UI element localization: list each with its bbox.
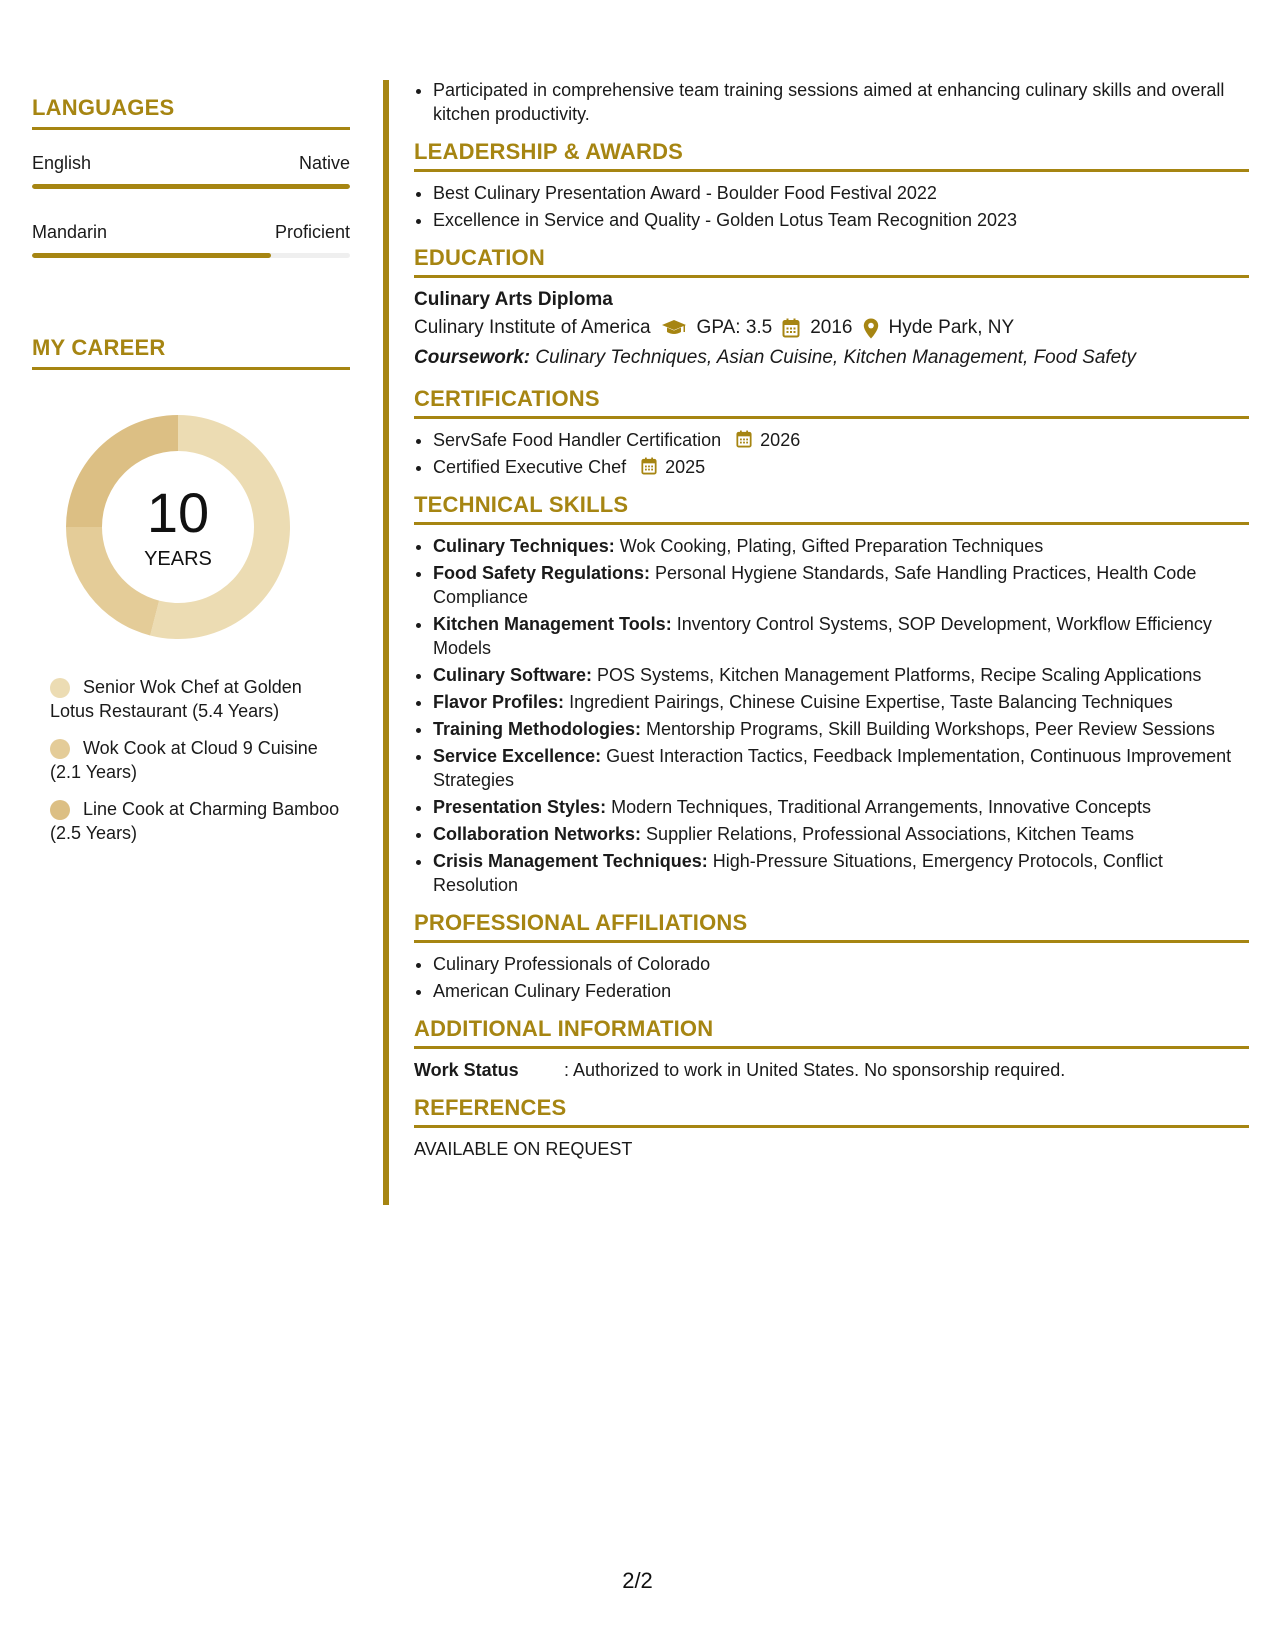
skills-section — [414, 493, 1249, 897]
work-status-value: : Authorized to work in United States. No sponsorship required. — [564, 1060, 1066, 1080]
education-heading: EDUCATION — [414, 246, 1249, 278]
skill-text: POS Systems, Kitchen Management Platforms, Recipe Scaling Applications — [597, 665, 1202, 685]
calendar-icon — [782, 318, 800, 338]
language-bar-english — [32, 184, 350, 189]
skill-text: Personal Hygiene Standards, Safe Handling Practices, Health Code Compliance — [433, 563, 1197, 607]
language-level: Proficient — [274, 222, 350, 242]
certification-year: 2026 — [760, 430, 801, 450]
additional-info-section — [414, 1017, 1249, 1082]
skill-item — [433, 690, 1249, 714]
language-name: Mandarin — [32, 222, 108, 242]
additional-info-heading: ADDITIONAL INFORMATION — [414, 1017, 1249, 1049]
leadership-section — [414, 140, 1249, 232]
main-content — [414, 78, 1249, 1161]
coursework-list: Culinary Techniques, Asian Cuisine, Kitchen Management, Food Safety — [535, 347, 1137, 368]
career-legend-label: Line Cook at Charming Bamboo (2.5 Years) — [50, 799, 340, 843]
skill-text: Mentorship Programs, Skill Building Workshops, Peer Review Sessions — [646, 719, 1215, 739]
skill-label: Service Excellence: — [433, 746, 602, 766]
career-legend-item — [50, 736, 350, 784]
skill-text: Wok Cooking, Plating, Gifted Preparation Techniques — [619, 536, 1044, 556]
skill-item — [433, 795, 1249, 819]
leadership-item: • Excellence in Service and Quality - Golden Lotus Team Recognition 2023 — [433, 208, 1249, 232]
column-divider — [383, 80, 389, 1205]
skill-item — [433, 561, 1249, 609]
certification-name: ServSafe Food Handler Certification — [433, 430, 722, 450]
language-name: English — [32, 153, 92, 173]
certifications-section — [414, 387, 1249, 479]
career-heading: MY CAREER — [32, 335, 350, 370]
skill-label: Kitchen Management Tools: — [433, 614, 672, 634]
career-legend-item — [50, 675, 350, 723]
career-legend-item — [50, 797, 350, 845]
career-total-unit: YEARS — [144, 548, 212, 570]
donut-segment-2 — [66, 527, 159, 635]
skill-text: Guest Interaction Tactics, Feedback Implementation, Continuous Improvement Strategies — [433, 746, 1232, 790]
work-status-label: Work Status — [414, 1060, 519, 1080]
leadership-item: • Best Culinary Presentation Award - Boulder Food Festival 2022 — [433, 181, 1249, 205]
graduation-cap-icon — [661, 319, 687, 337]
certification-name: Certified Executive Chef — [433, 457, 627, 477]
certification-item — [433, 455, 1249, 479]
education-year: 2016 — [810, 317, 853, 338]
work-status-row — [414, 1058, 1249, 1082]
skill-item — [433, 744, 1249, 792]
skill-label: Food Safety Regulations: — [433, 563, 651, 583]
language-row-english — [32, 153, 350, 174]
skill-text: High-Pressure Situations, Emergency Protocols, Conflict Resolution — [433, 851, 1163, 895]
skill-label: Presentation Styles: — [433, 797, 607, 817]
career-total-number: 10 — [146, 481, 210, 544]
skill-label: Crisis Management Techniques: — [433, 851, 708, 871]
certification-item — [433, 428, 1249, 452]
language-bar-fill — [32, 184, 350, 189]
education-gpa: GPA: 3.5 — [696, 317, 773, 338]
education-section — [414, 246, 1249, 373]
legend-dot — [50, 678, 70, 698]
affiliation-item: • American Culinary Federation — [433, 979, 1249, 1003]
affiliation-item: • Culinary Professionals of Colorado — [433, 952, 1249, 976]
skill-item — [433, 663, 1249, 687]
career-legend-label: Wok Cook at Cloud 9 Cuisine (2.1 Years) — [50, 738, 318, 782]
skills-heading: TECHNICAL SKILLS — [414, 493, 1249, 525]
references-text: AVAILABLE ON REQUEST — [414, 1139, 633, 1159]
coursework-label: Coursework: — [414, 347, 531, 368]
affiliations-heading: PROFESSIONAL AFFILIATIONS — [414, 911, 1249, 943]
languages-heading: LANGUAGES — [32, 95, 350, 130]
skill-text: Inventory Control Systems, SOP Development, Workflow Efficiency Models — [433, 614, 1212, 658]
education-degree: Culinary Arts Diploma — [414, 289, 613, 310]
legend-dot — [50, 800, 70, 820]
language-bar-mandarin — [32, 253, 350, 258]
skill-text: Modern Techniques, Traditional Arrangements, Innovative Concepts — [611, 797, 1152, 817]
skill-item — [433, 849, 1249, 897]
skill-label: Collaboration Networks: — [433, 824, 642, 844]
affiliations-section — [414, 911, 1249, 1003]
certifications-heading: CERTIFICATIONS — [414, 387, 1249, 419]
career-legend — [50, 675, 350, 858]
skill-label: Culinary Techniques: — [433, 536, 615, 556]
skill-label: Culinary Software: — [433, 665, 593, 685]
education-coursework — [414, 343, 1249, 373]
references-section — [414, 1096, 1249, 1161]
skill-text: Ingredient Pairings, Chinese Cuisine Expertise, Taste Balancing Techniques — [569, 692, 1173, 712]
language-bar-fill — [32, 253, 271, 258]
skill-item — [433, 612, 1249, 660]
skill-label: Flavor Profiles: — [433, 692, 565, 712]
legend-dot — [50, 739, 70, 759]
experience-bullet: • Participated in comprehensive team training sessions aimed at enhancing culinary skills and overall kitchen productivity. — [433, 78, 1249, 126]
skill-item — [433, 534, 1249, 558]
language-level: Native — [298, 153, 350, 173]
leadership-heading: LEADERSHIP & AWARDS — [414, 140, 1249, 172]
experience-bullets — [414, 78, 1249, 126]
page-number: 2/2 — [622, 1568, 653, 1593]
calendar-icon — [641, 457, 657, 475]
skill-item — [433, 822, 1249, 846]
calendar-icon — [736, 430, 752, 448]
location-pin-icon — [863, 318, 879, 339]
career-legend-label: Senior Wok Chef at Golden Lotus Restaurant (5.4 Years) — [50, 677, 302, 721]
education-location: Hyde Park, NY — [888, 317, 1015, 338]
education-details — [414, 313, 1249, 343]
skill-label: Training Methodologies: — [433, 719, 641, 739]
skill-text: Supplier Relations, Professional Associations, Kitchen Teams — [646, 824, 1134, 844]
language-row-mandarin — [32, 222, 350, 243]
education-school: Culinary Institute of America — [414, 317, 651, 338]
certification-year: 2025 — [665, 457, 706, 477]
skill-item — [433, 717, 1249, 741]
references-heading: REFERENCES — [414, 1096, 1249, 1128]
